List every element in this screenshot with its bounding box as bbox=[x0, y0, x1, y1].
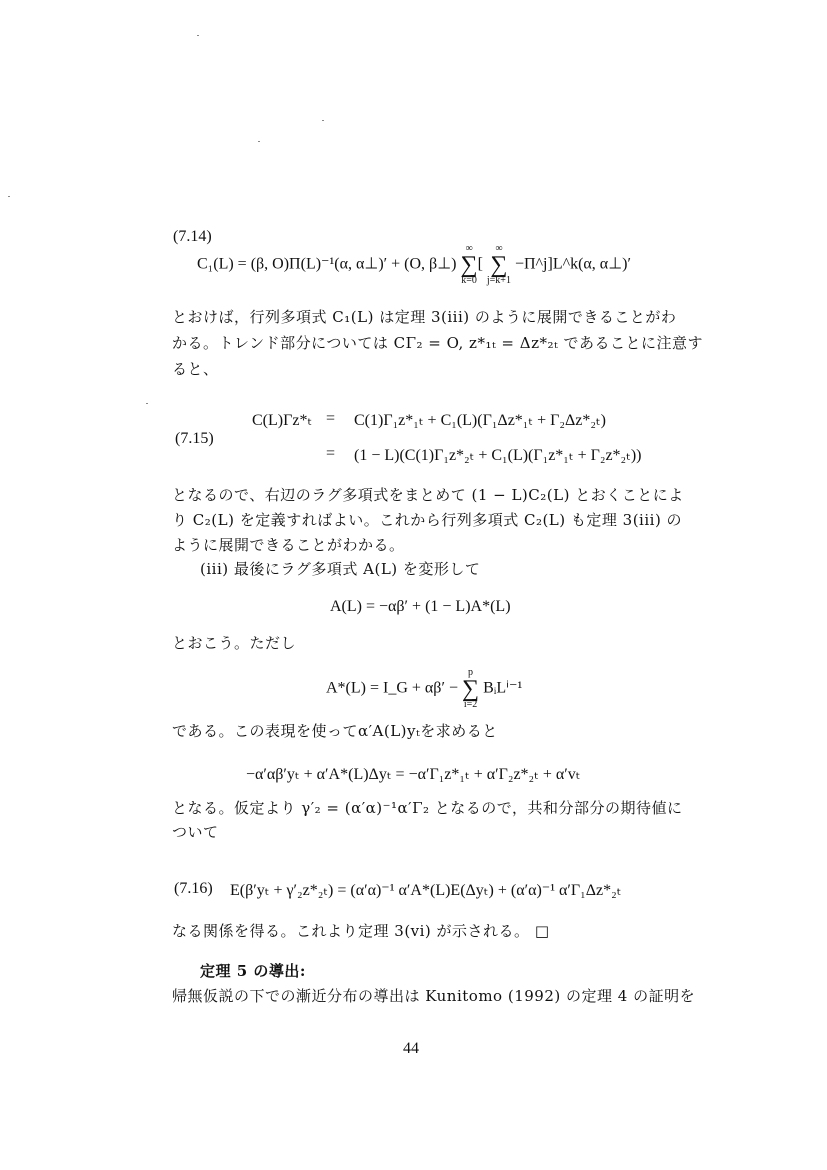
scan-speck bbox=[258, 141, 260, 142]
summation-k: ∞ ∑ k=0 bbox=[460, 243, 478, 286]
page-number: 44 bbox=[403, 1040, 419, 1057]
body-text-line: なる関係を得る。これより定理 3(vi) が示される。 □ bbox=[172, 922, 550, 940]
equation-7-15-rhs-1: C(1)Γ₁z*₁ₜ + C₁(L)(Γ₁Δz*₁ₜ + Γ₂Δz*₂ₜ) bbox=[354, 412, 606, 429]
body-text-line: 帰無仮説の下での漸近分布の導出は Kunitomo (1992) の定理 4 の証明を bbox=[172, 987, 696, 1005]
equation-number: (7.15) bbox=[175, 430, 214, 447]
equation-7-14: C₁(L) = (β, O)Π(L)⁻¹(α, α⊥)′ + (O, β⊥) ∞ ∑ k=0 [ ∞ ∑ j=k+1 −Π^j]L^k(α, α⊥)′ bbox=[197, 243, 631, 286]
equation-A-star: A*(L) = I_G + αβ′ − p ∑ i=2 BᵢLⁱ⁻¹ bbox=[326, 667, 523, 710]
scan-speck bbox=[322, 120, 324, 121]
body-text-line: (iii) 最後にラグ多項式 A(L) を変形して bbox=[200, 560, 481, 578]
body-text-line: となるので、右辺のラグ多項式をまとめて (1 − L)C₂(L) とおくことによ bbox=[172, 486, 684, 504]
scan-speck bbox=[146, 403, 148, 404]
equals-sign: = bbox=[326, 445, 336, 462]
body-text-line: り C₂(L) を定義すればよい。これから行列多項式 C₂(L) も定理 3(iii) の bbox=[172, 511, 683, 529]
equation-7-16: E(β′yₜ + γ′₂z*₂ₜ) = (α′α)⁻¹ α′A*(L)E(Δyₜ) + (α′α)⁻¹ α′Γ₁Δz*₂ₜ bbox=[230, 882, 622, 899]
equation-tail: −Π^j]L^k(α, α⊥)′ bbox=[514, 255, 631, 273]
body-text-line: となる。仮定より γ′₂ = (α′α)⁻¹α′Γ₂ となるので，共和分部分の期待値に bbox=[172, 799, 683, 817]
equation-7-15-lhs: C(L)Γz*ₜ bbox=[252, 412, 313, 429]
body-text-line: である。この表現を使ってα′A(L)yₜを求めると bbox=[172, 722, 498, 740]
body-text-line: ついて bbox=[172, 823, 219, 841]
body-text-line: ると、 bbox=[172, 360, 219, 378]
scan-speck bbox=[8, 196, 10, 197]
qed-symbol: □ bbox=[534, 922, 550, 940]
equation-A-L: A(L) = −αβ′ + (1 − L)A*(L) bbox=[330, 598, 511, 615]
body-text-line: とおこう。ただし bbox=[172, 634, 297, 652]
summation-j: ∞ ∑ j=k+1 bbox=[486, 243, 511, 286]
equation-lhs: C₁(L) = (β, O)Π(L)⁻¹(α, α⊥)′ + (O, β⊥) bbox=[197, 255, 457, 273]
scan-speck bbox=[197, 35, 199, 36]
equation-number: (7.16) bbox=[174, 880, 213, 897]
equation-number: (7.14) bbox=[173, 228, 212, 245]
summation-i: p ∑ i=2 bbox=[461, 667, 480, 710]
body-text-line: かる。トレンド部分については CΓ₂ = O, z*₁ₜ = Δz*₂ₜ であることに注意す bbox=[172, 334, 703, 352]
body-text-line: ように展開できることがわかる。 bbox=[172, 536, 405, 554]
body-text-line: とおけば，行列多項式 C₁(L) は定理 3(iii) のように展開できることがわ bbox=[172, 308, 677, 326]
equation-7-15-rhs-2: (1 − L)(C(1)Γ₁z*₂ₜ + C₁(L)(Γ₁z*₁ₜ + Γ₂z*₂ₜ)) bbox=[354, 447, 642, 464]
equals-sign: = bbox=[326, 410, 336, 427]
equation-alpha: −α′αβ′yₜ + α′A*(L)Δyₜ = −α′Γ₁z*₁ₜ + α′Γ₂z*₂ₜ + α′vₜ bbox=[246, 766, 581, 783]
section-heading: 定理 5 の導出: bbox=[200, 962, 306, 980]
